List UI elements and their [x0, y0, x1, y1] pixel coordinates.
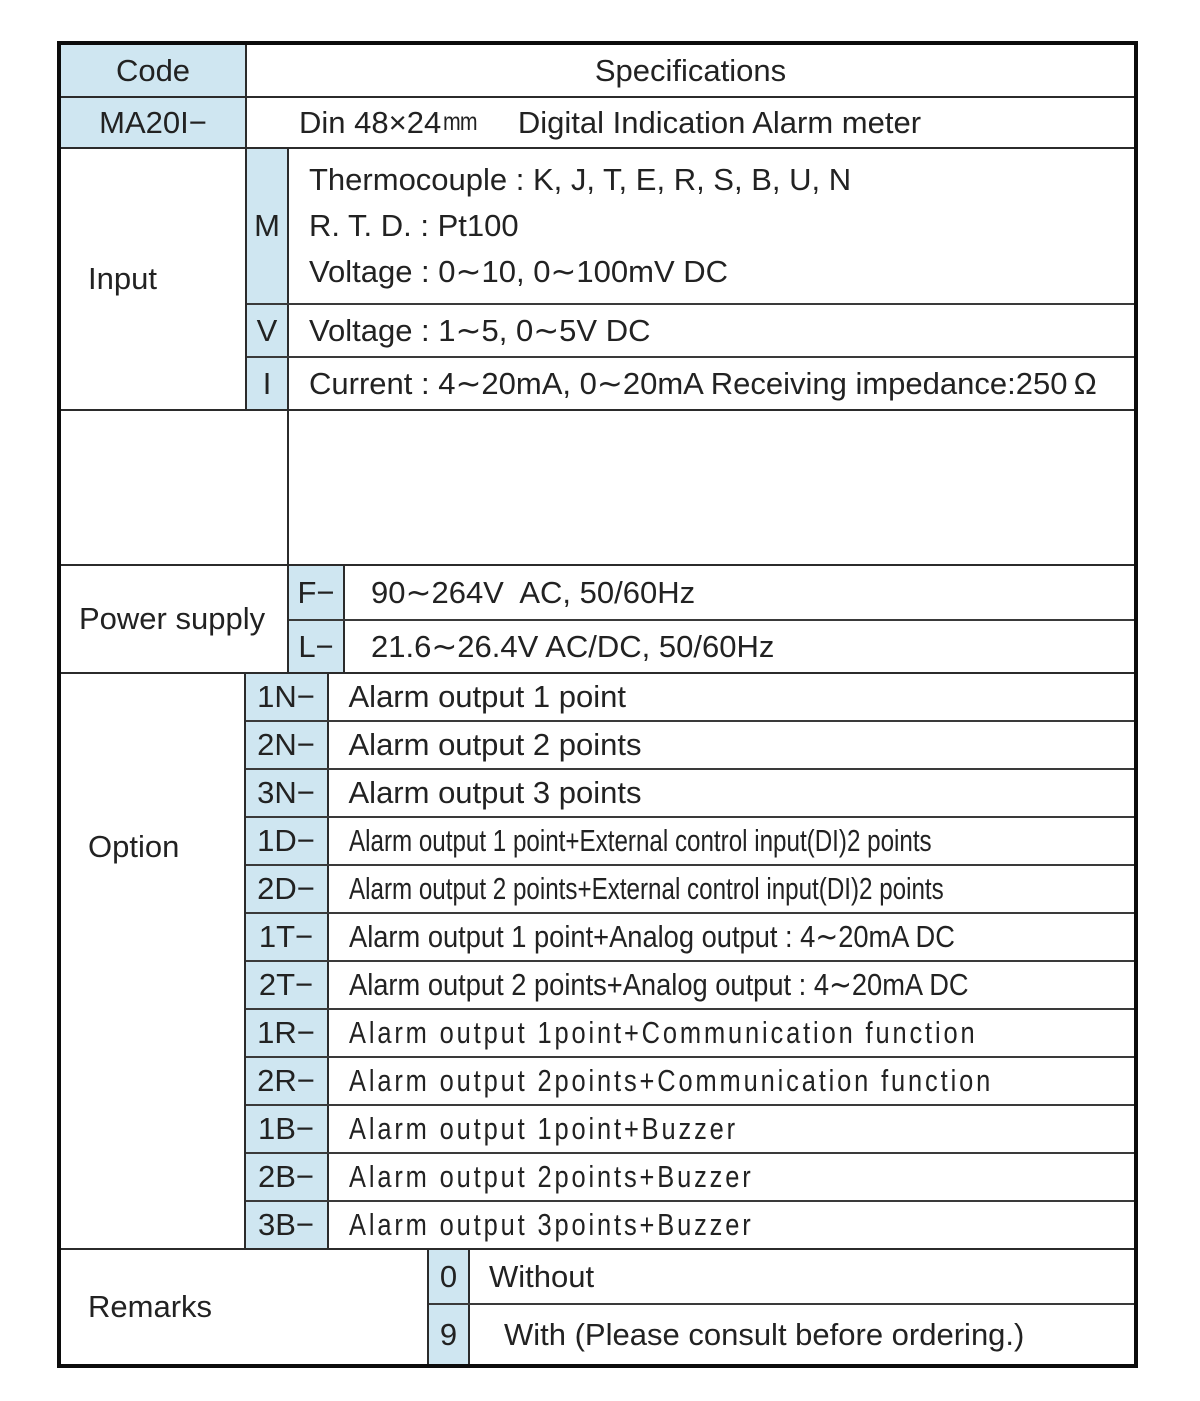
option-desc-2n [329, 722, 1135, 768]
header-row [61, 45, 1134, 98]
option-desc-1n [329, 674, 1135, 720]
header-code-label: Code [115, 52, 191, 88]
input-row-m [247, 149, 1134, 305]
power-desc-f [345, 566, 1134, 619]
power-f-text: 90∼264V AC, 50/60Hz [371, 574, 696, 610]
option-code-1t [246, 914, 329, 960]
model-row [61, 98, 1134, 149]
option-section [61, 674, 1134, 1250]
option-1b-text: Alarm output 1point+Buzzer [348, 1111, 738, 1146]
option-row-2b [246, 1154, 1135, 1202]
option-code-2t-label: 2T− [258, 967, 314, 1002]
remarks-row-9 [429, 1305, 1134, 1364]
option-row-3n [246, 770, 1135, 818]
power-desc-l [345, 621, 1134, 672]
option-rows [246, 674, 1135, 1248]
option-code-2r-label: 2R− [257, 1063, 315, 1098]
power-label-cell [61, 566, 289, 672]
option-desc-1d [329, 818, 1135, 864]
option-row-1n [246, 674, 1135, 722]
remarks-label-cell [61, 1250, 429, 1364]
input-desc-m [289, 149, 1134, 303]
remarks-9-text: With (Please consult before ordering.) [504, 1316, 1025, 1352]
option-1r-text: Alarm output 1point+Communication function [348, 1015, 978, 1050]
power-code-f [289, 566, 345, 619]
header-spec-label: Specifications [594, 52, 787, 88]
remarks-code-0 [429, 1250, 470, 1303]
option-code-3b [246, 1202, 329, 1248]
option-desc-2b [329, 1154, 1135, 1200]
input-i-text: Current : 4∼20mA, 0∼20mA Receiving impedance:250 Ω [309, 365, 1097, 401]
input-section [61, 149, 1134, 411]
input-desc-v [289, 305, 1134, 356]
power-row-l [289, 621, 1134, 672]
model-code-cell [61, 98, 247, 147]
power-supply-section [61, 566, 1134, 674]
option-1d-text: Alarm output 1 point+External control input(DI)2 points [348, 823, 932, 858]
option-2d-text: Alarm output 2 points+External control input(DI)2 points [348, 871, 944, 906]
option-row-3b [246, 1202, 1135, 1248]
option-code-2t [246, 962, 329, 1008]
input-m-line-thermocouple: Thermocouple : K, J, T, E, R, S, B, U, N [309, 162, 852, 197]
option-desc-3b [329, 1202, 1135, 1248]
remarks-label: Remarks [88, 1289, 213, 1324]
option-code-2n [246, 722, 329, 768]
input-row-i [247, 358, 1134, 409]
remarks-code-0-label: 0 [439, 1258, 458, 1294]
power-code-l-label: L− [298, 628, 334, 664]
spec-code-table [57, 41, 1138, 1368]
option-code-2d-label: 2D− [257, 871, 315, 906]
model-desc-cell [247, 98, 1134, 147]
option-code-1r-label: 1R− [257, 1015, 315, 1050]
option-desc-2t [329, 962, 1135, 1008]
option-2n-text: Alarm output 2 points [348, 727, 642, 762]
option-row-1r [246, 1010, 1135, 1058]
option-code-2n-label: 2N− [257, 727, 315, 762]
option-3n-text: Alarm output 3 points [348, 775, 642, 810]
input-label-cell [61, 149, 247, 409]
header-spec-cell [247, 45, 1134, 96]
model-desc: Digital Indication Alarm meter [517, 104, 922, 140]
option-desc-1b [329, 1106, 1135, 1152]
remarks-section [61, 1250, 1134, 1364]
power-rows [289, 566, 1134, 672]
option-2b-text: Alarm output 2points+Buzzer [348, 1159, 754, 1194]
input-code-v [247, 305, 289, 356]
input-code-v-label: V [256, 312, 278, 348]
option-desc-1t [329, 914, 1135, 960]
option-code-1d-label: 1D− [257, 823, 315, 858]
input-row-v [247, 305, 1134, 358]
power-code-f-label: F− [297, 574, 335, 610]
power-l-text: 21.6∼26.4V AC/DC, 50/60Hz [371, 628, 775, 664]
empty-left-cell [61, 411, 289, 564]
input-m-line-rtd: R. T. D. : Pt100 [309, 208, 519, 243]
input-code-i-label: I [262, 365, 272, 401]
option-2t-text: Alarm output 2 points+Analog output : 4∼20mA DC [348, 967, 969, 1002]
option-row-1t [246, 914, 1135, 962]
option-desc-3n [329, 770, 1135, 816]
option-code-1n-label: 1N− [257, 679, 315, 714]
input-code-m [247, 149, 289, 303]
option-3b-text: Alarm output 3points+Buzzer [348, 1207, 754, 1242]
input-v-text: Voltage : 1∼5, 0∼5V DC [309, 312, 651, 348]
power-label: Power supply [79, 601, 266, 636]
remarks-desc-9 [470, 1305, 1134, 1364]
remarks-rows [429, 1250, 1134, 1364]
input-code-i [247, 358, 289, 409]
input-rows [247, 149, 1134, 409]
option-code-1d [246, 818, 329, 864]
empty-section [61, 411, 1134, 566]
power-row-f [289, 566, 1134, 621]
option-desc-2r [329, 1058, 1135, 1104]
input-desc-i [289, 358, 1134, 409]
option-row-2t [246, 962, 1135, 1010]
option-desc-2d [329, 866, 1135, 912]
option-code-1t-label: 1T− [258, 919, 314, 954]
input-label: Input [88, 261, 157, 296]
empty-right-cell [289, 411, 1134, 564]
input-m-line-voltage: Voltage : 0∼10, 0∼100mV DC [309, 254, 729, 289]
option-code-1b-label: 1B− [257, 1111, 315, 1146]
option-2r-text: Alarm output 2points+Communication function [348, 1063, 993, 1098]
option-label: Option [88, 829, 180, 864]
option-desc-1r [329, 1010, 1135, 1056]
power-code-l [289, 621, 345, 672]
remarks-row-0 [429, 1250, 1134, 1305]
option-code-3b-label: 3B− [257, 1207, 315, 1242]
option-label-cell [61, 674, 246, 1248]
option-code-2r [246, 1058, 329, 1104]
option-code-2d [246, 866, 329, 912]
remarks-0-text: Without [489, 1258, 595, 1294]
model-unit: mm [443, 108, 477, 136]
remarks-code-9 [429, 1305, 470, 1364]
option-code-1r [246, 1010, 329, 1056]
option-code-1n [246, 674, 329, 720]
option-code-2b [246, 1154, 329, 1200]
option-row-1d [246, 818, 1135, 866]
option-row-1b [246, 1106, 1135, 1154]
option-code-2b-label: 2B− [257, 1159, 315, 1194]
remarks-code-9-label: 9 [439, 1316, 458, 1352]
option-code-1b [246, 1106, 329, 1152]
option-code-3n-label: 3N− [257, 775, 315, 810]
remarks-desc-0 [470, 1250, 1134, 1303]
option-code-3n [246, 770, 329, 816]
model-dimensions: Din 48×24 [299, 104, 442, 140]
option-1n-text: Alarm output 1 point [348, 679, 626, 714]
header-code-cell [61, 45, 247, 96]
option-row-2d [246, 866, 1135, 914]
model-code: MA20I− [99, 104, 207, 140]
input-code-m-label: M [254, 208, 280, 243]
option-row-2r [246, 1058, 1135, 1106]
option-row-2n [246, 722, 1135, 770]
option-1t-text: Alarm output 1 point+Analog output : 4∼20mA DC [348, 919, 955, 954]
